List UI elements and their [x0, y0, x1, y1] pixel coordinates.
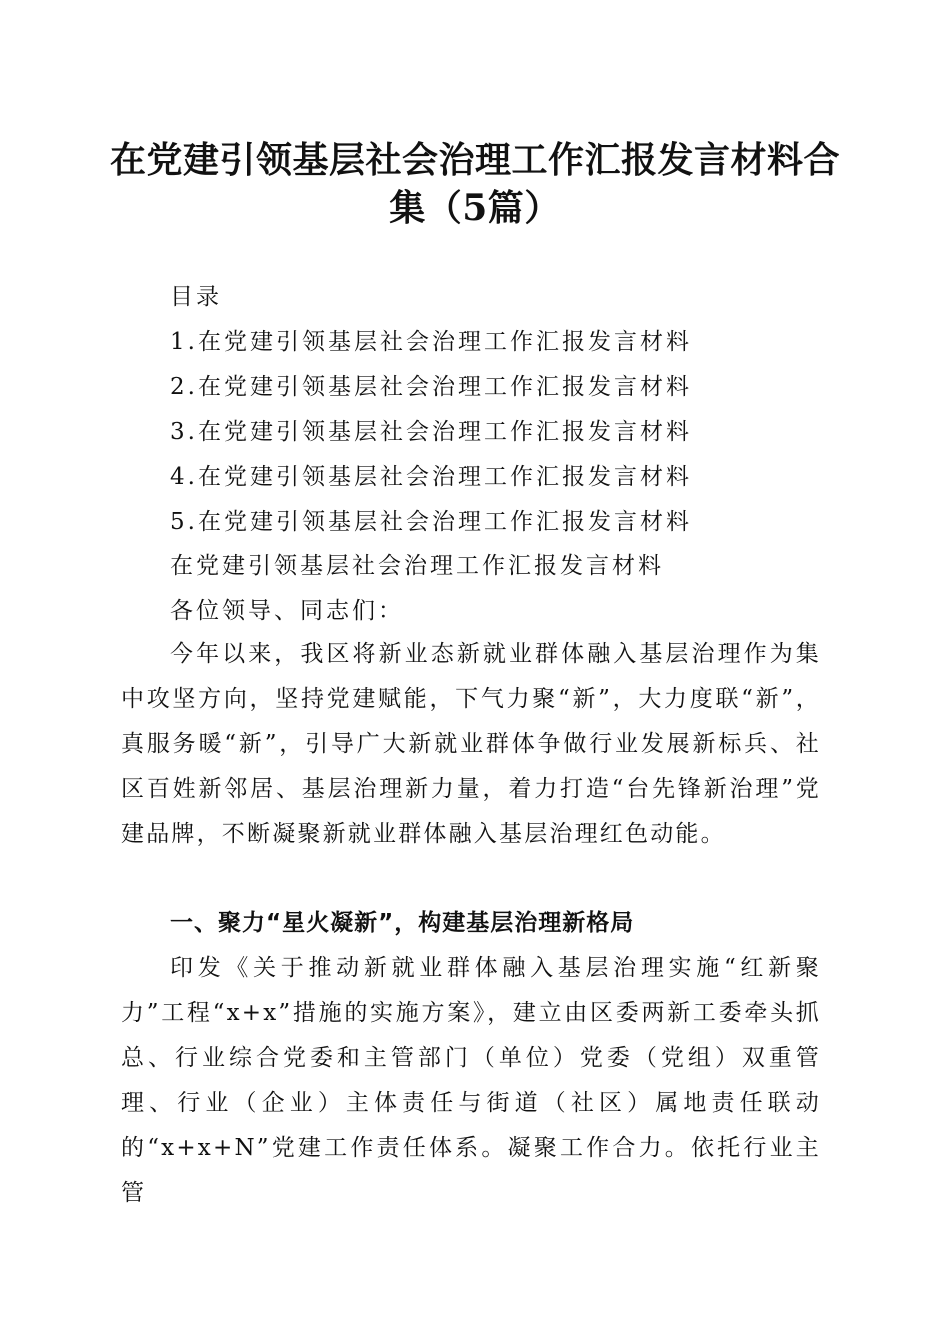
toc-item-2: 2.在党建引领基层社会治理工作汇报发言材料	[170, 374, 692, 400]
paragraph-intro: 今年以来，我区将新业态新就业群体融入基层治理作为集中攻坚方向，坚持党建赋能，下气力聚“新”，大力度联“新”，真服务暖“新”，引导广大新就业群体争做行业发展新标兵、社区百姓新邻居、基层治理新力量，着力打造“台先锋新治理”党建品牌，不断凝聚新就业群体融入基层治理红色动能。	[121, 641, 821, 847]
document-title-line-2: 集（5篇）	[389, 187, 561, 229]
salutation: 各位领导、同志们：	[170, 598, 404, 624]
toc-item-5: 5.在党建引领基层社会治理工作汇报发言材料	[170, 509, 692, 535]
toc-label: 目录	[170, 284, 222, 310]
section-title: 在党建引领基层社会治理工作汇报发言材料	[170, 553, 664, 579]
paragraph-body: 印发《关于推动新就业群体融入基层治理实施“红新聚力”工程“x+x”措施的实施方案》，建立由区委两新工委牵头抓总、行业综合党委和主管部门（单位）党委（党组）双重管理、行业（企业）主体责任与街道（社区）属地责任联动的“x+x+N”党建工作责任体系。凝聚工作合力。依托行业主管	[121, 955, 821, 1206]
document-title-line-1: 在党建引领基层社会治理工作汇报发言材料合	[110, 139, 841, 181]
toc-item-4: 4.在党建引领基层社会治理工作汇报发言材料	[170, 464, 692, 490]
toc-item-1: 1.在党建引领基层社会治理工作汇报发言材料	[170, 329, 692, 355]
toc-item-3: 3.在党建引领基层社会治理工作汇报发言材料	[170, 419, 692, 445]
section-heading-1: 一、聚力“星火凝新”，构建基层治理新格局	[170, 910, 635, 936]
